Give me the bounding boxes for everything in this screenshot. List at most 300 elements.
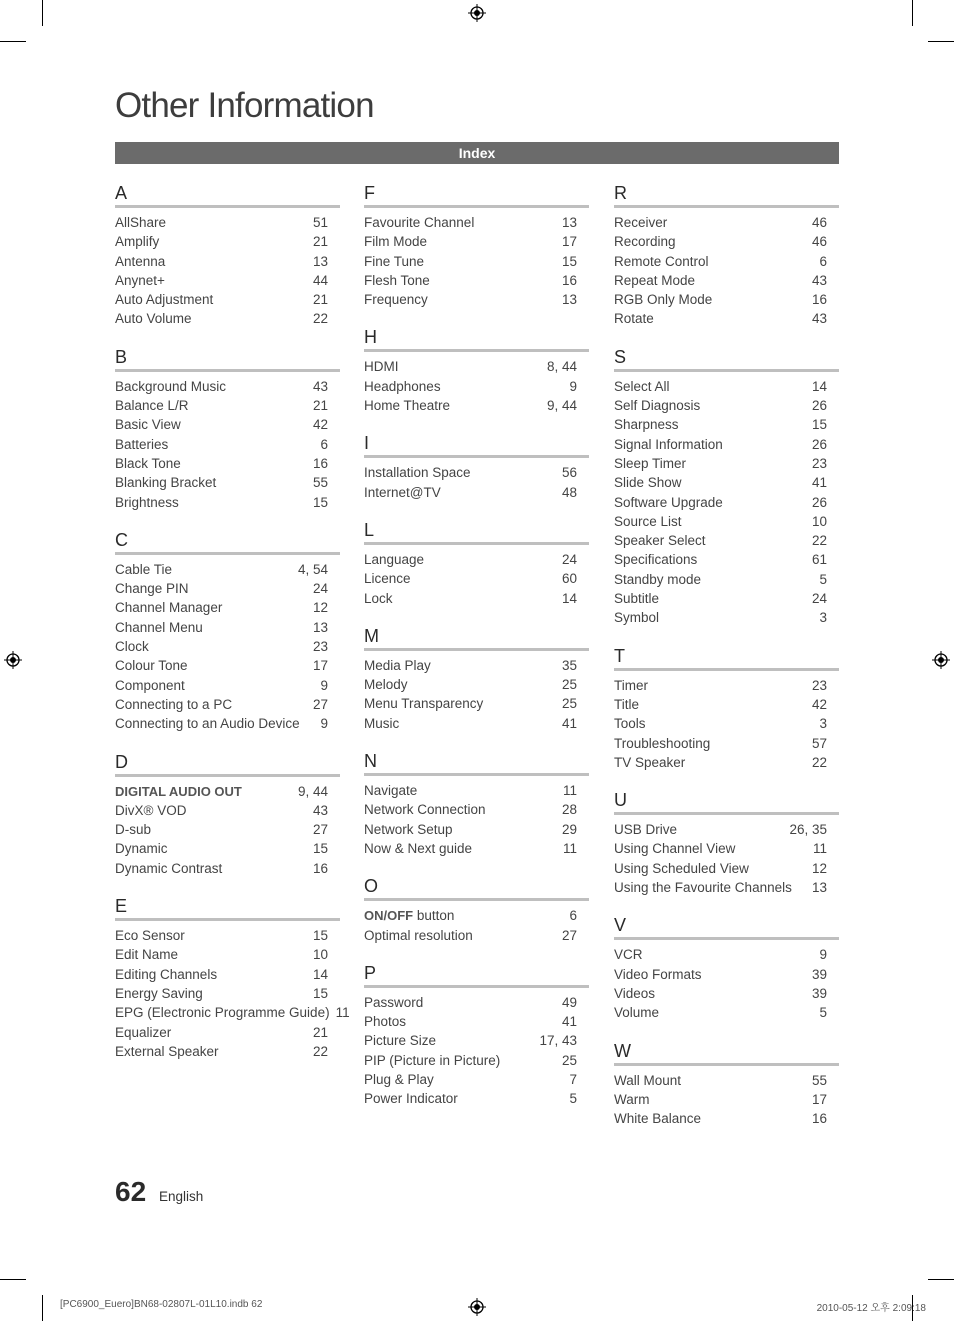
- entry-page: 17: [811, 1091, 827, 1107]
- entry-page: 6: [819, 253, 827, 269]
- entry-name: AllShare: [115, 215, 167, 230]
- entry-name: HDMI: [364, 359, 399, 375]
- entry-page: 10: [312, 947, 328, 963]
- entry-page: 44: [312, 272, 328, 288]
- entry-page: 23: [811, 455, 827, 471]
- index-entry: [115, 252, 340, 271]
- index-entry: [364, 357, 589, 376]
- entry-page: 22: [811, 533, 827, 549]
- entry-name: Troubleshooting: [614, 735, 711, 751]
- entry-page: 12: [811, 860, 827, 876]
- entry-name: Signal Information: [614, 436, 723, 452]
- index-entry: [115, 435, 340, 454]
- entry-page: 35: [561, 657, 577, 673]
- crop-mark: [42, 0, 43, 26]
- entry-page: 22: [312, 1043, 328, 1059]
- entry-page: 60: [561, 571, 577, 587]
- entry-page: 41: [561, 1014, 577, 1030]
- index-entry: [614, 839, 839, 858]
- section-letter: I: [364, 432, 589, 458]
- entry-name: Energy Saving: [115, 985, 203, 1001]
- section-letter: C: [115, 529, 340, 555]
- index-entry: [364, 271, 589, 290]
- entry-name: Frequency: [364, 292, 428, 308]
- index-entry: [364, 993, 589, 1012]
- page-number: 62: [115, 1176, 147, 1207]
- entry-page: 27: [561, 927, 577, 943]
- entry-name: Plug & Play: [364, 1072, 434, 1088]
- index-section: [115, 182, 340, 329]
- index-entry: [115, 859, 340, 878]
- index-entry: [364, 820, 589, 839]
- entry-page: 17: [312, 658, 328, 674]
- section-letter: L: [364, 519, 589, 545]
- entry-page: 26: [811, 436, 827, 452]
- section-letter: V: [614, 914, 839, 940]
- index-entry: [364, 550, 589, 569]
- section-letter: P: [364, 962, 589, 988]
- entry-page: 23: [312, 639, 328, 655]
- entry-name: Symbol: [614, 610, 660, 626]
- entry-name: EPG (Electronic Programme Guide): [115, 1005, 330, 1021]
- entry-name: Auto Adjustment: [115, 292, 214, 308]
- entry-name: Amplify: [115, 234, 160, 250]
- index-entry: [115, 618, 340, 637]
- index-entry: [614, 377, 839, 396]
- entry-page: 13: [312, 253, 328, 269]
- index-entry: [614, 1090, 839, 1109]
- entry-name: Installation Space: [364, 465, 471, 481]
- index-entry: [614, 820, 839, 839]
- entry-name: Clock: [115, 639, 149, 655]
- index-entry: [614, 1071, 839, 1090]
- entry-name: Warm: [614, 1091, 650, 1107]
- index-entry: [364, 1012, 589, 1031]
- section-letter: U: [614, 789, 839, 815]
- entry-page: 9: [320, 677, 328, 693]
- entry-name: Title: [614, 696, 640, 712]
- index-entry: [115, 473, 340, 492]
- section-letter: T: [614, 645, 839, 671]
- entry-name: VCR: [614, 947, 643, 963]
- index-entry: [115, 820, 340, 839]
- entry-page: 39: [811, 985, 827, 1001]
- index-section: [364, 625, 589, 733]
- crop-mark: [0, 41, 26, 42]
- entry-name: Film Mode: [364, 234, 428, 250]
- print-slug-file: [PC6900_Euero]BN68-02807L-01L10.indb 62: [60, 1299, 263, 1310]
- entry-page: 56: [561, 465, 577, 481]
- entry-page: 41: [811, 475, 827, 491]
- index-section: [614, 914, 839, 1022]
- entry-page: 16: [811, 292, 827, 308]
- index-entry: [115, 290, 340, 309]
- entry-page: 49: [561, 994, 577, 1010]
- index-entry: [115, 695, 340, 714]
- entry-name: Black Tone: [115, 455, 181, 471]
- entry-page: 24: [312, 581, 328, 597]
- entry-name: Volume: [614, 1005, 660, 1021]
- crop-mark: [0, 1279, 26, 1280]
- crop-mark: [928, 1279, 954, 1280]
- entry-name: Power Indicator: [364, 1091, 458, 1107]
- index-entry: [614, 965, 839, 984]
- entry-page: 43: [312, 378, 328, 394]
- entry-name: Subtitle: [614, 591, 660, 607]
- index-section: [364, 962, 589, 1109]
- index-entry: [364, 675, 589, 694]
- index-entry: [115, 945, 340, 964]
- index-section: [614, 789, 839, 897]
- entry-name: Picture Size: [364, 1033, 437, 1049]
- index-entry: [614, 473, 839, 492]
- crop-mark: [42, 1295, 43, 1321]
- index-entry: [614, 1109, 839, 1128]
- entry-page: 13: [811, 880, 827, 896]
- entry-name: TV Speaker: [614, 754, 686, 770]
- entry-name: Timer: [614, 677, 648, 693]
- entry-name: Repeat Mode: [614, 272, 696, 288]
- index-entry: [614, 984, 839, 1003]
- entry-page: 43: [312, 802, 328, 818]
- entry-page: 17: [561, 234, 577, 250]
- entry-name: Using the Favourite Channels: [614, 880, 792, 896]
- entry-page: 22: [811, 754, 827, 770]
- entry-page: 11: [335, 1005, 350, 1021]
- entry-name: Speaker Select: [614, 533, 706, 549]
- entry-name: Recording: [614, 234, 676, 250]
- entry-page: 57: [811, 735, 827, 751]
- entry-page: 48: [561, 484, 577, 500]
- index-entry: [364, 290, 589, 309]
- index-entry: [614, 570, 839, 589]
- crop-mark: [912, 0, 913, 26]
- entry-name: Batteries: [115, 436, 169, 452]
- index-entry: [115, 493, 340, 512]
- entry-page: 21: [312, 1024, 328, 1040]
- entry-name: Dynamic: [115, 841, 168, 857]
- entry-page: 16: [811, 1111, 827, 1127]
- entry-page: 5: [819, 1005, 827, 1021]
- entry-name: Navigate: [364, 783, 418, 799]
- entry-page: 5: [819, 571, 827, 587]
- section-letter: D: [115, 751, 340, 777]
- entry-name: DivX® VOD: [115, 802, 187, 818]
- index-section: [614, 346, 839, 628]
- entry-name: Dynamic Contrast: [115, 860, 223, 876]
- index-entry: [614, 396, 839, 415]
- index-entry: [115, 396, 340, 415]
- entry-name: Balance L/R: [115, 398, 189, 414]
- entry-page: 5: [569, 1091, 577, 1107]
- index-entry: [115, 839, 340, 858]
- entry-page: 43: [811, 272, 827, 288]
- index-entry: [115, 965, 340, 984]
- entry-page: 25: [561, 1052, 577, 1068]
- index-column-3: [614, 182, 839, 1145]
- entry-name: Video Formats: [614, 966, 702, 982]
- registration-mark-icon: [468, 1298, 486, 1316]
- index-entry: [614, 531, 839, 550]
- index-entry: [614, 252, 839, 271]
- entry-name: External Speaker: [115, 1043, 219, 1059]
- index-entry: [614, 512, 839, 531]
- index-section: [115, 751, 340, 878]
- entry-name: Channel Menu: [115, 619, 203, 635]
- index-entry: [115, 926, 340, 945]
- index-entry: [364, 1070, 589, 1089]
- entry-name: Rotate: [614, 311, 654, 327]
- index-entry: [614, 1003, 839, 1022]
- entry-keyword: DIGITAL AUDIO OUT: [115, 783, 242, 799]
- entry-page: 61: [811, 552, 827, 568]
- entry-name: Sleep Timer: [614, 455, 687, 471]
- section-letter: N: [364, 750, 589, 776]
- entry-page: 23: [811, 677, 827, 693]
- entry-name: Headphones: [364, 378, 441, 394]
- entry-name: Optimal resolution: [364, 927, 473, 943]
- index-section: [115, 895, 350, 1061]
- entry-page: 13: [561, 292, 577, 308]
- entry-page: 15: [811, 417, 827, 433]
- entry-name: Internet@TV: [364, 484, 441, 500]
- entry-page: 11: [812, 841, 827, 857]
- index-entry: [614, 859, 839, 878]
- index-column-2: [364, 182, 589, 1126]
- index-entry: [614, 213, 839, 232]
- entry-page: 12: [312, 600, 328, 616]
- index-entry: [614, 232, 839, 251]
- entry-name: Self Diagnosis: [614, 398, 701, 414]
- index-section: [364, 182, 589, 309]
- entry-name: Remote Control: [614, 253, 709, 269]
- entry-name: RGB Only Mode: [614, 292, 713, 308]
- index-entry: [115, 579, 340, 598]
- index-section: [614, 1040, 839, 1129]
- entry-name: Fine Tune: [364, 253, 425, 269]
- entry-page: 27: [312, 822, 328, 838]
- index-entry: [614, 454, 839, 473]
- index-section: [115, 529, 340, 734]
- index-entry: [364, 483, 589, 502]
- registration-mark-icon: [4, 651, 22, 669]
- entry-page: 7: [569, 1072, 577, 1088]
- entry-name: USB Drive: [614, 822, 678, 838]
- index-entry: [614, 435, 839, 454]
- page-title: Other Information: [115, 86, 374, 125]
- index-entry: [364, 781, 589, 800]
- index-entry: [364, 714, 589, 733]
- index-entry: [364, 906, 589, 925]
- entry-name: Background Music: [115, 378, 227, 394]
- entry-page: 3: [819, 716, 827, 732]
- entry-page: 21: [312, 234, 328, 250]
- index-section: [364, 875, 589, 945]
- section-letter: M: [364, 625, 589, 651]
- index-entry: [115, 271, 340, 290]
- entry-name: Network Connection: [364, 802, 486, 818]
- entry-name: Licence: [364, 571, 411, 587]
- entry-name: Change PIN: [115, 581, 189, 597]
- entry-name: Basic View: [115, 417, 181, 433]
- section-letter: W: [614, 1040, 839, 1066]
- index-entry: [115, 782, 340, 801]
- index-section: [364, 432, 589, 502]
- entry-page: 26: [811, 494, 827, 510]
- entry-page: 46: [811, 215, 827, 230]
- entry-page: 15: [312, 985, 328, 1001]
- index-section: [115, 346, 340, 512]
- index-column-1: [115, 182, 350, 1078]
- entry-name: Language: [364, 551, 425, 567]
- index-entry: [614, 878, 839, 897]
- entry-page: 15: [312, 841, 328, 857]
- entry-page: 11: [562, 840, 577, 856]
- index-entry: [115, 676, 340, 695]
- entry-name: Edit Name: [115, 947, 179, 963]
- entry-page: 26: [811, 398, 827, 414]
- index-entry: [614, 415, 839, 434]
- entry-page: 8, 44: [546, 359, 577, 375]
- index-entry: [364, 656, 589, 675]
- entry-page: 14: [312, 966, 328, 982]
- entry-name: Network Setup: [364, 821, 453, 837]
- entry-name: Blanking Bracket: [115, 475, 217, 491]
- entry-page: 3: [819, 610, 827, 626]
- index-entry: [364, 377, 589, 396]
- entry-name: Home Theatre: [364, 398, 451, 414]
- entry-page: 14: [561, 590, 577, 606]
- index-entry: [614, 753, 839, 772]
- index-entry: [115, 984, 340, 1003]
- entry-name: Password: [364, 994, 424, 1010]
- entry-name: Menu Transparency: [364, 696, 484, 712]
- section-letter: B: [115, 346, 340, 372]
- index-entry: [115, 801, 340, 820]
- entry-name: Antenna: [115, 253, 166, 269]
- index-entry: [364, 839, 589, 858]
- entry-page: 22: [312, 311, 328, 327]
- index-entry: [115, 1003, 350, 1022]
- entry-name: Channel Manager: [115, 600, 223, 616]
- index-entry: [364, 1051, 589, 1070]
- entry-page: 55: [312, 475, 328, 491]
- index-entry: [364, 252, 589, 271]
- entry-name: [364, 906, 563, 925]
- index-entry: [115, 454, 340, 473]
- index-entry: [614, 945, 839, 964]
- entry-suffix: button: [413, 908, 455, 924]
- entry-page: 43: [811, 311, 827, 327]
- section-letter: S: [614, 346, 839, 372]
- entry-page: 21: [312, 292, 328, 308]
- entry-name: Auto Volume: [115, 311, 192, 327]
- entry-page: 29: [561, 821, 577, 837]
- index-section: [364, 750, 589, 858]
- entry-name: Cable Tie: [115, 561, 173, 577]
- entry-name: Standby mode: [614, 571, 702, 587]
- entry-page: 11: [562, 783, 577, 799]
- entry-name: Equalizer: [115, 1024, 172, 1040]
- section-letter: H: [364, 326, 589, 352]
- entry-name: Colour Tone: [115, 658, 188, 674]
- entry-page: 55: [811, 1072, 827, 1088]
- entry-name: Flesh Tone: [364, 272, 430, 288]
- section-letter: O: [364, 875, 589, 901]
- entry-page: 26, 35: [789, 822, 827, 838]
- entry-page: 42: [811, 696, 827, 712]
- entry-page: 15: [561, 253, 577, 269]
- index-entry: [364, 589, 589, 608]
- entry-page: 9, 44: [546, 398, 577, 414]
- section-letter: E: [115, 895, 340, 921]
- entry-page: 15: [312, 928, 328, 944]
- index-entry: [364, 213, 589, 232]
- section-letter: A: [115, 182, 340, 208]
- entry-name: Anynet+: [115, 272, 165, 288]
- section-letter: R: [614, 182, 839, 208]
- index-entry: [614, 695, 839, 714]
- entry-name: [115, 782, 292, 801]
- entry-page: 6: [569, 908, 577, 924]
- entry-page: 15: [312, 494, 328, 510]
- entry-name: Component: [115, 677, 185, 693]
- entry-name: Connecting to a PC: [115, 696, 233, 712]
- index-entry: [364, 396, 589, 415]
- index-entry: [614, 734, 839, 753]
- entry-page: 21: [312, 398, 328, 414]
- index-entry: [115, 232, 340, 251]
- index-entry: [614, 608, 839, 627]
- entry-name: Wall Mount: [614, 1072, 682, 1088]
- entry-name: Now & Next guide: [364, 840, 473, 856]
- entry-page: 28: [561, 802, 577, 818]
- entry-name: Music: [364, 715, 400, 731]
- index-entry: [614, 676, 839, 695]
- index-entry: [364, 694, 589, 713]
- entry-name: Source List: [614, 513, 682, 529]
- index-section: [614, 182, 839, 329]
- entry-name: Editing Channels: [115, 966, 218, 982]
- index-entry: [614, 290, 839, 309]
- crop-mark: [928, 41, 954, 42]
- entry-name: Slide Show: [614, 475, 682, 491]
- index-entry: [115, 560, 340, 579]
- entry-name: PIP (Picture in Picture): [364, 1052, 501, 1068]
- entry-page: 24: [811, 591, 827, 607]
- entry-name: Select All: [614, 378, 670, 394]
- entry-page: 16: [312, 860, 328, 876]
- entry-name: Lock: [364, 590, 393, 606]
- entry-page: 25: [561, 696, 577, 712]
- entry-page: 41: [561, 715, 577, 731]
- entry-page: 24: [561, 551, 577, 567]
- index-entry: [364, 463, 589, 482]
- entry-name: Using Channel View: [614, 841, 736, 857]
- entry-page: 10: [811, 513, 827, 529]
- entry-page: 13: [561, 215, 577, 230]
- index-entry: [614, 550, 839, 569]
- index-entry: [364, 800, 589, 819]
- entry-page: 17, 43: [539, 1033, 577, 1049]
- entry-name: Connecting to an Audio Device: [115, 716, 300, 732]
- entry-name: Videos: [614, 985, 656, 1001]
- section-letter: F: [364, 182, 589, 208]
- entry-page: 16: [312, 455, 328, 471]
- index-entry: [614, 714, 839, 733]
- entry-name: Software Upgrade: [614, 494, 723, 510]
- index-entry: [364, 569, 589, 588]
